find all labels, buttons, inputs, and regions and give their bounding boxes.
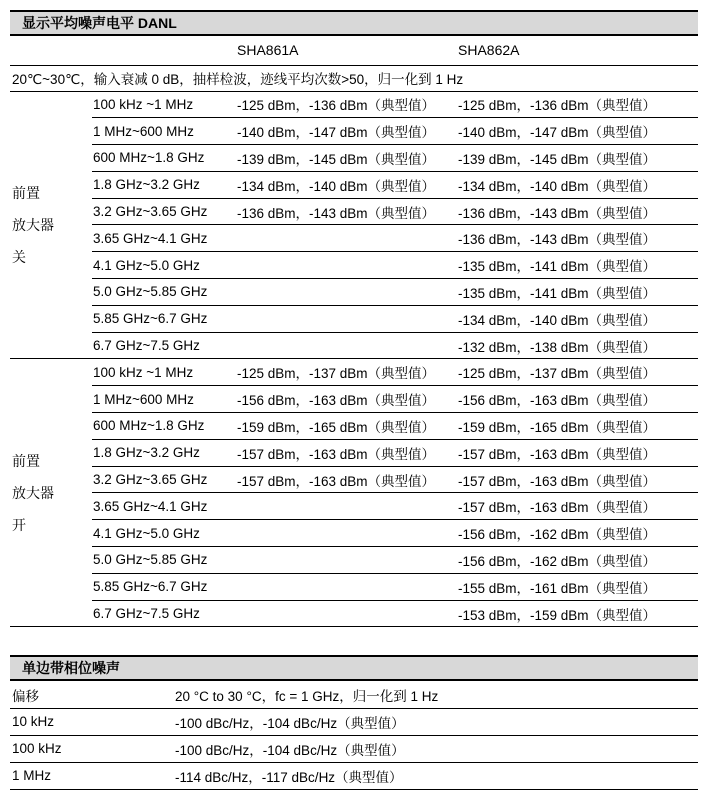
freq-range-cell: 6.7 GHz~7.5 GHz <box>92 332 237 359</box>
danl-condition-text: 20℃~30℃，输入衰减 0 dB，抽样检波，迹线平均次数>50，归一化到 1 Hz <box>10 65 698 91</box>
sha861a-value-cell: -157 dBm，-163 dBm（典型值） <box>237 439 458 466</box>
sha861a-value-cell: -139 dBm，-145 dBm（典型值） <box>237 145 458 172</box>
freq-range-cell: 1.8 GHz~3.2 GHz <box>92 439 237 466</box>
sha861a-value-cell <box>237 600 458 627</box>
phase-noise-row <box>10 762 698 789</box>
freq-range-cell: 4.1 GHz~5.0 GHz <box>92 252 237 279</box>
freq-range-cell: 5.85 GHz~6.7 GHz <box>92 573 237 600</box>
sha861a-value-cell <box>237 573 458 600</box>
danl-title: 显示平均噪声电平 DANL <box>22 15 177 31</box>
freq-range-cell: 4.1 GHz~5.0 GHz <box>92 520 237 547</box>
freq-range-cell: 1 MHz~600 MHz <box>92 386 237 413</box>
danl-row <box>10 305 698 332</box>
preamp-label-line: 开 <box>12 516 26 533</box>
preamp-label-line: 前置 <box>12 184 40 201</box>
sha862a-value-cell: -132 dBm，-138 dBm（典型值） <box>458 332 698 359</box>
sha862a-value-cell: -156 dBm，-162 dBm（典型值） <box>458 520 698 547</box>
danl-row <box>10 225 698 252</box>
model-header-spacer <box>10 36 92 65</box>
freq-range-cell: 600 MHz~1.8 GHz <box>92 413 237 440</box>
offset-label-cell: 100 kHz <box>10 735 175 762</box>
danl-grid <box>10 36 698 627</box>
sha861a-value-cell <box>237 252 458 279</box>
sha861a-value-cell <box>237 332 458 359</box>
preamp-section-label <box>10 91 92 359</box>
model-header-sha861a: SHA861A <box>237 36 458 65</box>
preamp-label-line: 前置 <box>12 452 40 469</box>
sha862a-value-cell: -159 dBm，-165 dBm（典型值） <box>458 413 698 440</box>
sha862a-value-cell: -157 dBm，-163 dBm（典型值） <box>458 439 698 466</box>
freq-range-cell: 5.85 GHz~6.7 GHz <box>92 305 237 332</box>
sha861a-value-cell: -140 dBm，-147 dBm（典型值） <box>237 118 458 145</box>
phase-noise-title: 单边带相位噪声 <box>22 660 120 677</box>
phase-noise-value-cell: -114 dBc/Hz，-117 dBc/Hz（典型值） <box>175 762 698 789</box>
sha862a-value-cell: -125 dBm，-136 dBm（典型值） <box>458 91 698 118</box>
sha861a-value-cell: -157 dBm，-163 dBm（典型值） <box>237 466 458 493</box>
sha862a-value-cell: -135 dBm，-141 dBm（典型值） <box>458 279 698 306</box>
danl-spec-table <box>10 10 698 627</box>
danl-row <box>10 600 698 627</box>
phase-noise-grid <box>10 681 698 790</box>
danl-row <box>10 520 698 547</box>
model-header-sha862a: SHA862A <box>458 36 698 65</box>
danl-row <box>10 171 698 198</box>
freq-range-cell: 3.2 GHz~3.65 GHz <box>92 198 237 225</box>
sha861a-value-cell <box>237 547 458 574</box>
sha861a-value-cell <box>237 279 458 306</box>
freq-range-cell: 1.8 GHz~3.2 GHz <box>92 171 237 198</box>
freq-range-cell: 5.0 GHz~5.85 GHz <box>92 279 237 306</box>
offset-label-cell: 偏移 <box>10 681 175 708</box>
sha861a-value-cell: -134 dBm，-140 dBm（典型值） <box>237 171 458 198</box>
sha862a-value-cell: -136 dBm，-143 dBm（典型值） <box>458 198 698 225</box>
danl-row <box>10 359 698 386</box>
danl-row <box>10 413 698 440</box>
sha862a-value-cell: -140 dBm，-147 dBm（典型值） <box>458 118 698 145</box>
danl-row <box>10 332 698 359</box>
danl-title-bar <box>10 10 698 36</box>
sha862a-value-cell: -125 dBm，-137 dBm（典型值） <box>458 359 698 386</box>
sha862a-value-cell: -157 dBm，-163 dBm（典型值） <box>458 493 698 520</box>
preamp-label-line: 放大器 <box>12 216 54 233</box>
table-gap <box>10 627 698 655</box>
freq-range-cell: 3.65 GHz~4.1 GHz <box>92 225 237 252</box>
offset-label-cell: 1 MHz <box>10 762 175 789</box>
preamp-section-label <box>10 359 92 627</box>
sha862a-value-cell: -156 dBm，-162 dBm（典型值） <box>458 547 698 574</box>
freq-range-cell: 5.0 GHz~5.85 GHz <box>92 547 237 574</box>
freq-range-cell: 100 kHz ~1 MHz <box>92 91 237 118</box>
phase-noise-row <box>10 681 698 708</box>
danl-row <box>10 439 698 466</box>
sha862a-value-cell: -156 dBm，-163 dBm（典型值） <box>458 386 698 413</box>
danl-row <box>10 466 698 493</box>
model-header-spacer <box>92 36 237 65</box>
freq-range-cell: 6.7 GHz~7.5 GHz <box>92 600 237 627</box>
phase-noise-value-cell: 20 °C to 30 °C，fc = 1 GHz，归一化到 1 Hz <box>175 681 698 708</box>
danl-row <box>10 386 698 413</box>
freq-range-cell: 3.2 GHz~3.65 GHz <box>92 466 237 493</box>
sha861a-value-cell <box>237 305 458 332</box>
sha862a-value-cell: -134 dBm，-140 dBm（典型值） <box>458 171 698 198</box>
freq-range-cell: 100 kHz ~1 MHz <box>92 359 237 386</box>
sha861a-value-cell <box>237 493 458 520</box>
sha861a-value-cell: -156 dBm，-163 dBm（典型值） <box>237 386 458 413</box>
danl-row <box>10 91 698 118</box>
danl-row <box>10 573 698 600</box>
sha861a-value-cell: -136 dBm，-143 dBm（典型值） <box>237 198 458 225</box>
freq-range-cell: 600 MHz~1.8 GHz <box>92 145 237 172</box>
sha861a-value-cell: -125 dBm，-137 dBm（典型值） <box>237 359 458 386</box>
sha862a-value-cell: -136 dBm，-143 dBm（典型值） <box>458 225 698 252</box>
freq-range-cell: 1 MHz~600 MHz <box>92 118 237 145</box>
danl-row <box>10 198 698 225</box>
phase-noise-table <box>10 655 698 790</box>
danl-row <box>10 252 698 279</box>
preamp-label-line: 关 <box>12 248 26 265</box>
danl-row <box>10 547 698 574</box>
offset-label-cell: 10 kHz <box>10 708 175 735</box>
phase-noise-value-cell: -100 dBc/Hz，-104 dBc/Hz（典型值） <box>175 735 698 762</box>
phase-noise-row <box>10 708 698 735</box>
sha862a-value-cell: -134 dBm，-140 dBm（典型值） <box>458 305 698 332</box>
danl-condition-row <box>10 65 698 91</box>
sha862a-value-cell: -135 dBm，-141 dBm（典型值） <box>458 252 698 279</box>
danl-row <box>10 493 698 520</box>
danl-row <box>10 145 698 172</box>
freq-range-cell: 3.65 GHz~4.1 GHz <box>92 493 237 520</box>
sha861a-value-cell: -125 dBm，-136 dBm（典型值） <box>237 91 458 118</box>
danl-row <box>10 118 698 145</box>
phase-noise-row <box>10 735 698 762</box>
sha862a-value-cell: -155 dBm，-161 dBm（典型值） <box>458 573 698 600</box>
sha861a-value-cell <box>237 225 458 252</box>
sha861a-value-cell: -159 dBm，-165 dBm（典型值） <box>237 413 458 440</box>
preamp-label-line: 放大器 <box>12 484 54 501</box>
danl-row <box>10 279 698 306</box>
phase-noise-value-cell: -100 dBc/Hz，-104 dBc/Hz（典型值） <box>175 708 698 735</box>
sha861a-value-cell <box>237 520 458 547</box>
model-header-row <box>10 36 698 65</box>
phase-noise-title-bar <box>10 655 698 681</box>
sha862a-value-cell: -153 dBm，-159 dBm（典型值） <box>458 600 698 627</box>
sha862a-value-cell: -139 dBm，-145 dBm（典型值） <box>458 145 698 172</box>
sha862a-value-cell: -157 dBm，-163 dBm（典型值） <box>458 466 698 493</box>
